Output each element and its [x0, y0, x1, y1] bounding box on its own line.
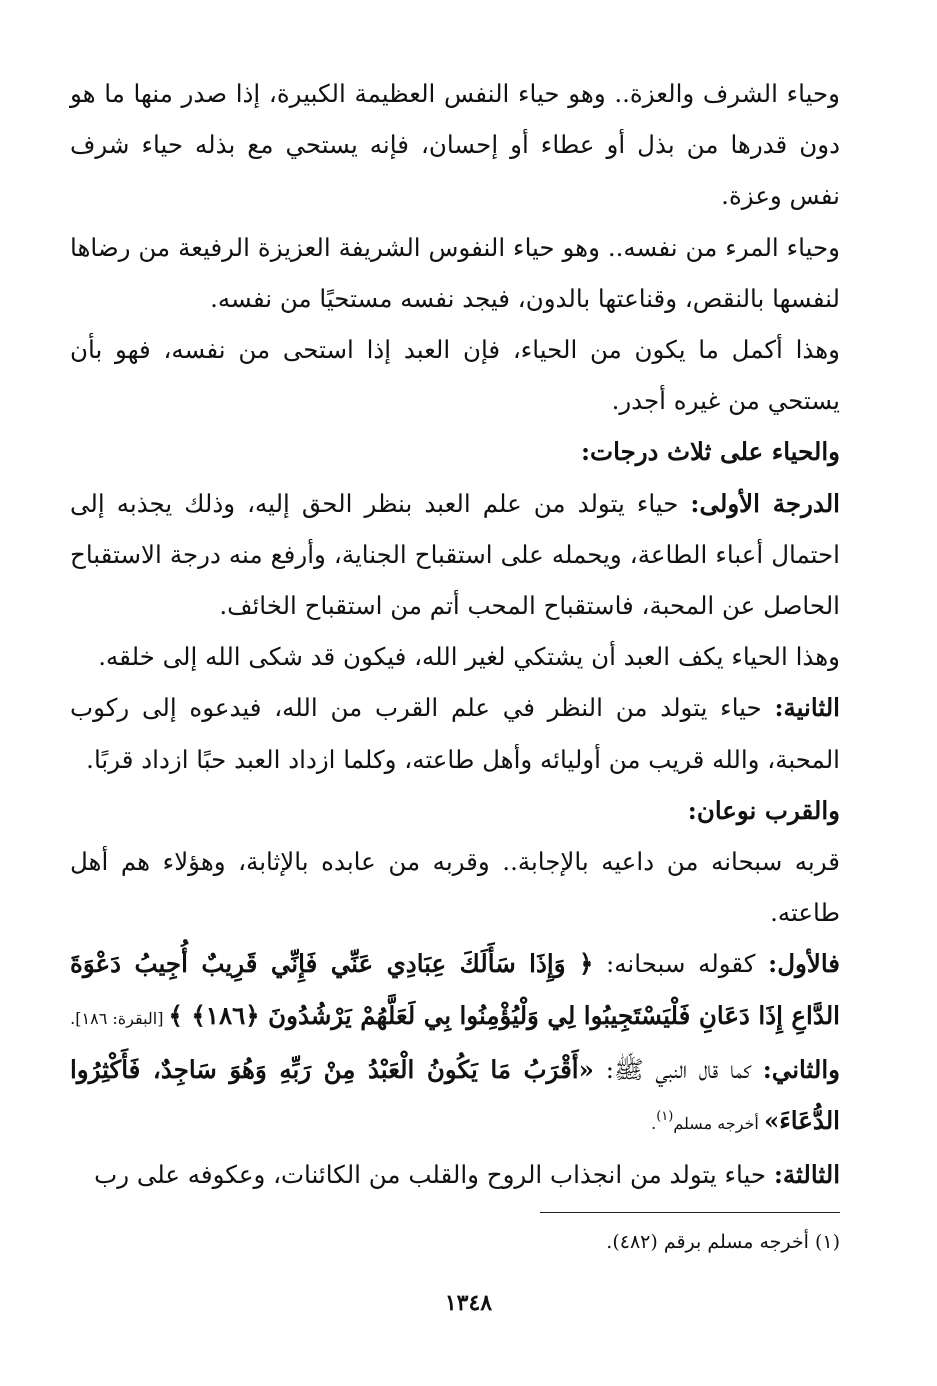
second-kind-lead: والثاني:: [762, 1054, 840, 1084]
paragraph-nearness: قربه سبحانه من داعيه بالإجابة.. وقربه من عابده بالإثابة، وهؤلاء هم أهل طاعته.: [70, 847, 840, 928]
first-kind-lead: فالأول:: [768, 949, 840, 979]
paragraph-text: وحياء الشرف والعزة.. وهو حياء النفس العظيمة الكبيرة، إذا صدر منها ما هو دون قدرها من بذل أو عطاء أو إحسان، فإنه يستحي مع بذله حياء شرف نفس وعزة.: [70, 79, 840, 211]
first-kind-text: كقوله سبحانه:: [593, 949, 769, 979]
degree-one-text: حياء يتولد من علم العبد بنظر الحق إليه، وذلك يجذبه إلى احتمال أعباء الطاعة، ويحمله على استقباح الجناية، وأرفع منه درجة الاستقباح الحاصل عن المحبة، فاستقباح المحب أتم من استقباح الخائف.: [70, 488, 840, 621]
surah-reference: [البقرة: ١٨٦].: [70, 1008, 169, 1028]
hadith-source: أخرجه مسلم: [673, 1114, 764, 1134]
degree-three-lead: الثالثة:: [773, 1160, 840, 1190]
paragraph-text: وهذا أكمل ما يكون من الحياء، فإن العبد إذا استحى من نفسه، فهو بأن يستحي من غيره أجدر.: [70, 335, 840, 416]
paragraph-first-kind: [70, 938, 840, 1043]
paragraph-text: وحياء المرء من نفسه.. وهو حياء النفوس الشريفة العزيزة الرفيعة من رضاها لنفسها بالنقص، وقناعتها بالدون، فيجد نفسه مستحيًا من نفسه.: [70, 232, 840, 313]
degree-three-text: حياء يتولد من انجذاب الروح والقلب من الكائنات، وعكوفه على رب: [94, 1160, 774, 1190]
paragraph-degree-three: [70, 1149, 840, 1200]
second-kind-text: كما قال النبي ﷺ:: [593, 1054, 763, 1084]
paragraph-most-complete: [70, 324, 840, 426]
hadith-end: .: [651, 1114, 657, 1134]
degree-one-lead: الدرجة الأولى:: [690, 488, 840, 518]
page-number: ١٣٤٨: [444, 1290, 493, 1316]
footnote: (١) أخرجه مسلم برقم (٤٨٢).: [606, 1231, 840, 1253]
paragraph-honor-shyness: [70, 68, 840, 222]
footnote-marker: (١): [656, 1108, 674, 1124]
paragraph-second-kind: [70, 1044, 840, 1149]
page-body: [70, 68, 840, 1200]
paragraph-degree-two: [70, 682, 840, 784]
paragraph-complaint: وهذا الحياء يكف العبد أن يشتكي لغير الله، فيكون قد شكى الله إلى خلقه.: [98, 642, 840, 672]
degree-two-text: حياء يتولد من النظر في علم القرب من الله، فيدعوه إلى ركوب المحبة، والله قريب من أوليائه وأهل طاعته، وكلما ازداد العبد حبًا ازداد قربًا.: [70, 693, 840, 774]
degree-two-lead: الثانية:: [774, 693, 840, 723]
heading-nearness-types: والقرب نوعان:: [687, 795, 840, 825]
quran-verse: ﴿ وَإِذَا سَأَلَكَ عِبَادِي عَنِّي فَإِنِّي قَرِيبٌ أُجِيبُ دَعْوَةَ الدَّاعِ إِذَا دَعَانِ فَلْيَسْتَجِيبُوا لِي وَلْيُؤْمِنُوا بِي لَعَلَّهُمْ يَرْشُدُونَ ﴿١٨٦﴾ ﴾: [70, 949, 840, 1030]
paragraph-self-shyness: [70, 222, 840, 324]
paragraph-degree-one: [70, 478, 840, 632]
footnote-divider: [540, 1212, 840, 1213]
hadith-text: «أَقْرَبُ مَا يَكُونُ الْعَبْدُ مِنْ رَبِّهِ وَهُوَ سَاجِدٌ، فَأَكْثِرُوا الدُّعَاءَ»: [70, 1054, 840, 1136]
heading-three-degrees: والحياء على ثلاث درجات:: [581, 437, 840, 467]
